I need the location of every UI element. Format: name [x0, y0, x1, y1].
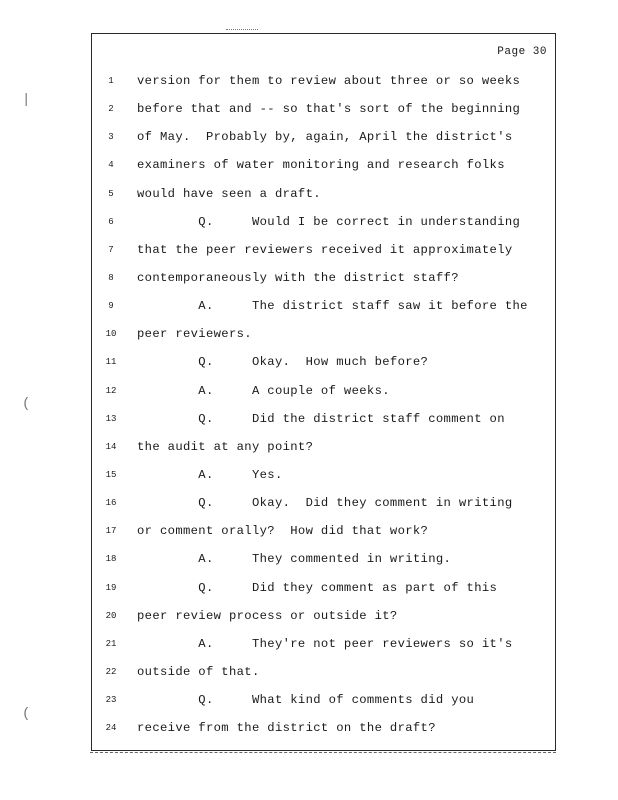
transcript-page	[91, 33, 556, 751]
transcript-line	[92, 495, 555, 523]
line-text: examiners of water monitoring and research folks	[137, 158, 505, 173]
line-text: Q. Did they comment as part of this	[137, 580, 498, 595]
line-text: Q. What kind of comments did you	[137, 693, 475, 708]
line-number: 22	[105, 666, 117, 677]
line-number: 20	[105, 610, 117, 621]
transcript-line	[92, 129, 555, 157]
transcript-line	[92, 692, 555, 720]
scan-mark-bottom	[90, 752, 556, 755]
transcript-line	[92, 326, 555, 354]
line-text: peer reviewers.	[137, 327, 252, 342]
transcript-line	[92, 242, 555, 270]
line-text: A. They commented in writing.	[137, 552, 452, 567]
line-number: 23	[105, 695, 117, 706]
line-number: 7	[108, 244, 114, 255]
line-text: outside of that.	[137, 664, 260, 679]
transcript-line	[92, 439, 555, 467]
line-number: 12	[105, 385, 117, 396]
line-text: Q. Okay. Did they comment in writing	[137, 496, 513, 511]
line-text: A. They're not peer reviewers so it's	[137, 636, 513, 651]
transcript-line	[92, 186, 555, 214]
transcript-line	[92, 383, 555, 411]
line-number: 18	[105, 554, 117, 565]
line-text: that the peer reviewers received it approximately	[137, 242, 513, 257]
transcript-line	[92, 101, 555, 129]
transcript-line	[92, 636, 555, 664]
line-number: 24	[105, 723, 117, 734]
line-number: 1	[108, 76, 114, 86]
line-number: 2	[108, 104, 114, 115]
line-number: 13	[105, 413, 117, 424]
line-text: Q. Did the district staff comment on	[137, 411, 505, 426]
line-number: 15	[105, 469, 117, 480]
line-text: of May. Probably by, again, April the district's	[137, 130, 513, 145]
line-text: before that and -- so that's sort of the beginning	[137, 102, 521, 117]
line-text: contemporaneously with the district staff?	[137, 270, 459, 285]
line-text: peer review process or outside it?	[137, 608, 398, 623]
margin-tick-icon: |	[22, 92, 31, 108]
line-text: A. The district staff saw it before the	[137, 299, 528, 314]
line-number: 19	[105, 582, 117, 593]
transcript-body	[92, 73, 555, 748]
transcript-line	[92, 580, 555, 608]
line-text: A. Yes.	[137, 467, 283, 482]
line-number: 17	[105, 526, 117, 537]
line-number: 4	[108, 160, 114, 171]
line-number: 14	[105, 441, 117, 452]
line-number: 5	[108, 188, 114, 199]
line-number: 10	[105, 329, 117, 340]
scan-mark-top	[226, 29, 258, 32]
transcript-line	[92, 214, 555, 242]
line-number: 9	[108, 301, 114, 312]
transcript-line	[92, 608, 555, 636]
line-number: 3	[108, 132, 114, 143]
line-text: would have seen a draft.	[137, 186, 321, 201]
line-number: 21	[105, 638, 117, 649]
margin-bracket-icon: (	[22, 396, 31, 412]
line-text: A. A couple of weeks.	[137, 383, 390, 398]
transcript-line	[92, 523, 555, 551]
transcript-line	[92, 467, 555, 495]
transcript-line	[92, 664, 555, 692]
transcript-line	[92, 411, 555, 439]
transcript-line	[92, 551, 555, 579]
margin-bracket-icon: (	[22, 706, 31, 722]
line-number: 8	[108, 272, 114, 283]
transcript-line	[92, 157, 555, 185]
page-number: Page 30	[497, 46, 547, 58]
line-text: the audit at any point?	[137, 439, 314, 454]
line-number: 16	[105, 498, 117, 509]
transcript-line	[92, 73, 555, 101]
transcript-line	[92, 720, 555, 748]
line-text: or comment orally? How did that work?	[137, 524, 429, 539]
line-text: receive from the district on the draft?	[137, 721, 436, 736]
transcript-line	[92, 354, 555, 382]
transcript-line	[92, 270, 555, 298]
line-number: 6	[108, 216, 114, 227]
line-number: 11	[105, 357, 117, 368]
line-text: Q. Okay. How much before?	[137, 355, 429, 370]
transcript-line	[92, 298, 555, 326]
line-text: Q. Would I be correct in understanding	[137, 214, 521, 229]
line-text: version for them to review about three or so weeks	[137, 74, 521, 88]
